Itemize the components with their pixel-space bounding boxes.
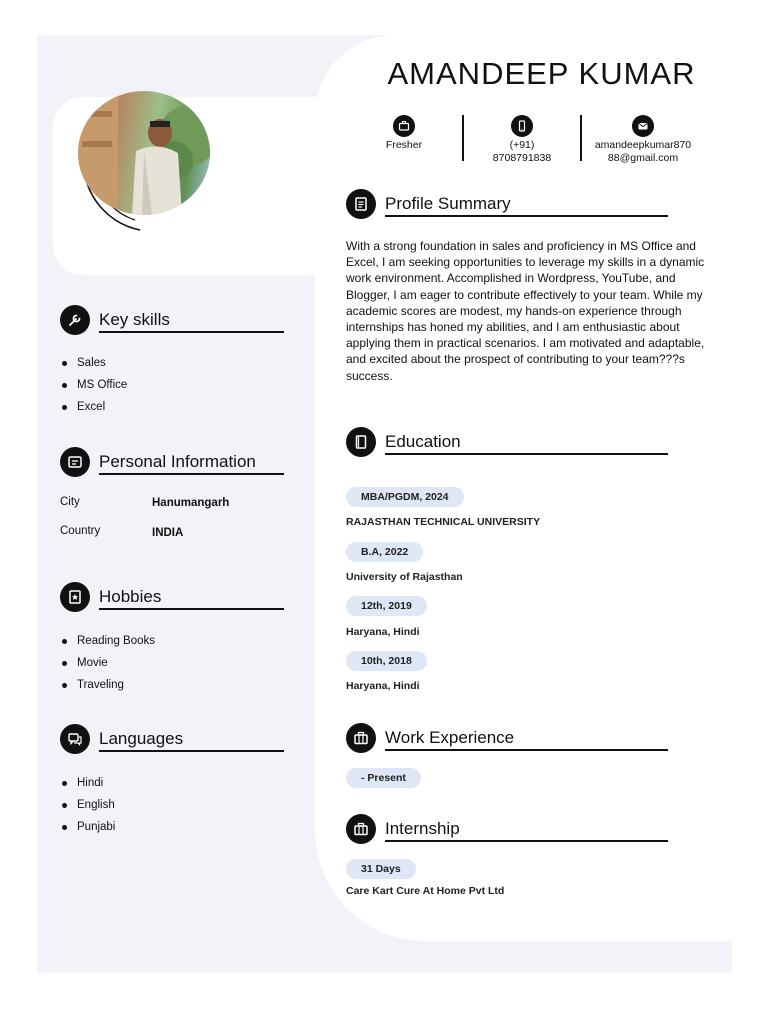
profile-summary-text: With a strong foundation in sales and proficiency in MS Office and Excel, I am seeking opportunities to leverage my skills in a dynamic work environment. Accomplished in Wordpress, YouTube, and Blogger, I am eager to contribute effectively to your team. While my academic scores are modest, my hands-on experience through internships has honed my abilities, and I am enthusiastic about applying them in practical scenarios. I am motivated and adaptable, and excited about the prospect of contributing to your team???s success. xyxy=(346,239,705,383)
list-item: MS Office xyxy=(60,374,127,396)
education-institute: University of Rajasthan xyxy=(346,571,463,583)
contact-divider xyxy=(462,115,464,161)
section-underline xyxy=(385,215,668,217)
candidate-name: AMANDEEP KUMAR xyxy=(387,56,696,91)
list-item: Sales xyxy=(60,352,127,374)
languages-list xyxy=(60,772,115,838)
work-period-badge: - Present xyxy=(346,768,421,788)
email-line-1[interactable]: amandeepkumar870 xyxy=(594,139,692,151)
profile-photo-frame xyxy=(60,82,220,242)
country-value: INDIA xyxy=(152,527,184,539)
contact-email xyxy=(588,115,698,165)
bookmark-star-icon xyxy=(60,582,90,612)
briefcase-icon xyxy=(393,115,415,137)
phone-icon xyxy=(511,115,533,137)
personal-info-title: Personal Information xyxy=(99,452,256,471)
id-card-icon xyxy=(60,447,90,477)
section-underline xyxy=(385,453,668,455)
hobbies-list xyxy=(60,630,155,696)
list-item: Excel xyxy=(60,396,127,418)
education-degree-badge: MBA/PGDM, 2024 xyxy=(346,487,464,507)
list-item: Reading Books xyxy=(60,630,155,652)
internship-company: Care Kart Cure At Home Pvt Ltd xyxy=(346,885,505,897)
profile-summary-title: Profile Summary xyxy=(385,194,511,213)
key-skills-title: Key skills xyxy=(99,310,170,329)
section-underline xyxy=(99,331,284,333)
briefcase-icon xyxy=(346,723,376,753)
city-value: Hanumangarh xyxy=(152,497,230,509)
education-institute: Haryana, Hindi xyxy=(346,626,420,638)
list-item: Punjabi xyxy=(60,816,115,838)
list-item: Movie xyxy=(60,652,155,674)
internship-title: Internship xyxy=(385,819,460,838)
languages-title: Languages xyxy=(99,729,184,748)
section-underline xyxy=(99,750,284,752)
contact-phone xyxy=(483,115,561,165)
education-degree-badge: 12th, 2019 xyxy=(346,596,427,616)
education-institute: RAJASTHAN TECHNICAL UNIVERSITY xyxy=(346,516,541,528)
mail-icon xyxy=(632,115,654,137)
email-line-2[interactable]: 88@gmail.com xyxy=(607,152,679,164)
education-degree-badge: B.A, 2022 xyxy=(346,542,423,562)
document-icon xyxy=(346,189,376,219)
education-institute: Haryana, Hindi xyxy=(346,680,420,692)
section-underline xyxy=(99,473,284,475)
chat-icon xyxy=(60,724,90,754)
list-item: Hindi xyxy=(60,772,115,794)
section-underline xyxy=(99,608,284,610)
work-experience-title: Work Experience xyxy=(385,728,515,747)
briefcase-icon xyxy=(346,814,376,844)
city-label: City xyxy=(60,496,80,508)
wrench-icon xyxy=(60,305,90,335)
section-underline xyxy=(385,840,668,842)
internship-duration-badge: 31 Days xyxy=(346,859,416,879)
book-icon xyxy=(346,427,376,457)
education-degree-badge: 10th, 2018 xyxy=(346,651,427,671)
profile-photo xyxy=(78,91,210,215)
list-item: Traveling xyxy=(60,674,155,696)
hobbies-title: Hobbies xyxy=(99,587,162,606)
contact-divider xyxy=(580,115,582,161)
phone-number[interactable]: 8708791838 xyxy=(492,152,552,164)
contact-status xyxy=(375,115,433,152)
country-label: Country xyxy=(60,525,101,537)
education-title: Education xyxy=(385,432,461,451)
status-text: Fresher xyxy=(385,139,423,151)
section-underline xyxy=(385,749,668,751)
phone-code: (+91) xyxy=(509,139,535,151)
list-item: English xyxy=(60,794,115,816)
key-skills-list xyxy=(60,352,127,418)
